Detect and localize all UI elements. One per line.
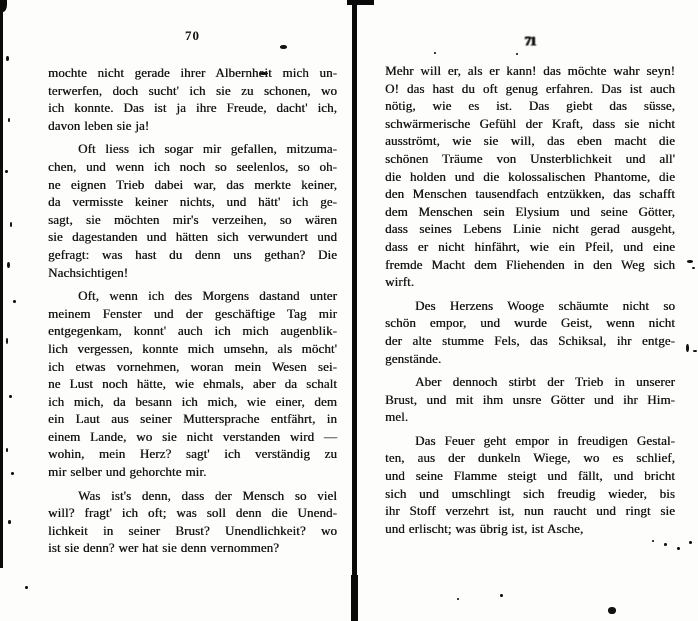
text-line: Brust, und mit ihm unsre Götter und ihr Him- bbox=[385, 391, 675, 407]
paragraph bbox=[48, 287, 337, 481]
text-line: und seine Flamme steigt und fällt, und bricht bbox=[385, 468, 675, 484]
scan-speck bbox=[5, 170, 8, 173]
text-line: ne eignen Trieb dabei war, das merkte keiner, bbox=[48, 176, 337, 192]
text-line: sie dagestanden und hätten sich verwundert und bbox=[48, 229, 337, 245]
text-line: ich mich, da besann ich mich, wie einer, dem bbox=[48, 393, 337, 409]
text-line: Das Feuer geht empor in freudigen Gestal- bbox=[415, 432, 675, 448]
text-line: fremde Macht dem Fliehenden in den Weg sich bbox=[385, 256, 675, 272]
scan-speck bbox=[10, 222, 12, 227]
scan-speck bbox=[8, 118, 10, 122]
scan-speck bbox=[652, 540, 654, 542]
page-right-body-text bbox=[385, 62, 675, 537]
scan-speck bbox=[7, 262, 10, 268]
text-line: terwerfen, doch sucht' ich sie zu schonen, wo bbox=[48, 82, 337, 98]
scan-speck bbox=[687, 260, 693, 263]
scan-speck bbox=[689, 541, 692, 544]
text-line: den Menschen tausendfach entzükken, das schafft bbox=[385, 186, 675, 202]
text-line: gefragt: was hast du denn uns gethan? Die bbox=[48, 246, 337, 262]
text-line: ihr Stoff verzehrt ist, nun raucht und ringt sie bbox=[385, 503, 675, 519]
book-gutter-top-cap bbox=[347, 0, 374, 5]
text-line: ich etwas vornehmen, woran mein Wesen sei- bbox=[48, 358, 337, 374]
text-line: ein Laut aus seiner Muttersprache entfährt, in bbox=[48, 411, 337, 427]
scan-speck bbox=[664, 543, 667, 546]
paragraph bbox=[48, 140, 337, 281]
text-line: wirft. bbox=[385, 274, 415, 290]
scan-speck bbox=[693, 350, 697, 352]
text-line: meinem Fenster und der geschäftige Tag mir bbox=[48, 305, 337, 321]
paragraph bbox=[385, 432, 675, 538]
book-gutter-bottom-segment bbox=[351, 575, 358, 621]
book-gutter-fold-line bbox=[352, 0, 357, 621]
text-line: schönen Träume von Unsterblichkeit und all' bbox=[385, 150, 675, 166]
scan-speck bbox=[25, 586, 28, 589]
text-line: wohin, mein Herz? sagt' ich verständig zu bbox=[48, 446, 337, 462]
text-line: Oft, wenn ich des Morgens dastand unter bbox=[78, 288, 337, 304]
text-line: da vermisste keiner nichts, und hätt' ich ge- bbox=[48, 194, 337, 210]
scan-speck bbox=[11, 472, 14, 475]
text-line: ten, aus der dunkeln Wiege, wo es schlief, bbox=[385, 450, 675, 466]
scan-speck bbox=[516, 53, 518, 55]
text-line: Aber dennoch stirbt der Trieb in unserer bbox=[415, 374, 675, 390]
text-line: mochte nicht gerade ihrer Albernheit mich un- bbox=[48, 65, 337, 80]
paragraph bbox=[48, 64, 337, 134]
text-line: ist sie denn? wer hat sie denn vernommen? bbox=[48, 540, 280, 556]
text-line: und erlischt; was übrig ist, ist Asche, bbox=[385, 520, 584, 536]
scan-speck bbox=[692, 267, 695, 269]
page-left-body-text bbox=[48, 64, 337, 557]
scan-speck bbox=[13, 300, 16, 303]
text-line: dem Menschen sein Elysium und seine Götter, bbox=[385, 203, 675, 219]
paragraph bbox=[385, 373, 675, 426]
text-line: sich und umschlingt sich freudig wieder, bis bbox=[385, 485, 675, 501]
scan-speck bbox=[686, 344, 689, 352]
scan-speck bbox=[608, 607, 616, 614]
scan-speck bbox=[280, 45, 287, 49]
paragraph bbox=[48, 487, 337, 557]
text-line: Was ist's denn, dass der Mensch so viel bbox=[78, 487, 337, 503]
text-line: chen, und wenn ich noch so seelenlos, so oh- bbox=[48, 158, 337, 174]
text-line: ausströmt, wie sie will, das eben macht die bbox=[385, 133, 675, 149]
scan-left-edge-shadow bbox=[0, 0, 3, 568]
text-line: einem Lande, wo sie nicht verstanden wird — bbox=[48, 428, 337, 444]
text-line: lichkeit in seiner Brust? Unendlichkeit? wo bbox=[48, 522, 337, 538]
text-line: dass seines Lebens Linie nicht gerad ausgeht, bbox=[385, 221, 675, 237]
text-line: dass er nicht hinfährt, wie ein Pfeil, und eine bbox=[385, 238, 675, 254]
page-number-right: 71 bbox=[524, 33, 536, 48]
scan-speck bbox=[457, 598, 459, 600]
scan-speck bbox=[677, 547, 680, 550]
text-line: die holden und die kolossalischen Phantome, die bbox=[385, 168, 675, 184]
text-line: nötig, wie es ist. Das giebt das süsse, bbox=[385, 98, 675, 114]
scan-speck bbox=[6, 56, 9, 61]
text-line: ich konnte. Das ist ja ihre Freude, dacht' ich, bbox=[48, 100, 337, 116]
text-line: will? fragt' ich oft; was soll denn die Unend- bbox=[48, 505, 337, 521]
text-line: Nachsichtigen! bbox=[48, 264, 129, 280]
text-line: Mehr will er, als er kann! das möchte wahr seyn! bbox=[385, 63, 675, 78]
text-line: O! das hast du oft genug erfahren. Das ist auch bbox=[385, 80, 675, 96]
scan-speck bbox=[6, 338, 8, 344]
scan-speck bbox=[6, 448, 8, 452]
scan-speck bbox=[8, 520, 11, 524]
text-line: sagt, sie möchten mir's verzeihen, so wären bbox=[48, 211, 337, 227]
text-line: mir selber und gehorchte mir. bbox=[48, 464, 207, 480]
text-line: schön empor, und wurde Geist, wenn nicht bbox=[385, 315, 675, 331]
text-line: ne Lust noch hätte, wie ehmals, aber da schalt bbox=[48, 376, 337, 392]
scan-speck bbox=[434, 52, 436, 54]
text-line: mel. bbox=[385, 409, 409, 425]
text-line: genstände. bbox=[385, 350, 442, 366]
text-line: entgegenkam, konnt' auch ich mich augenblik- bbox=[48, 323, 337, 339]
paragraph bbox=[385, 62, 675, 291]
scan-speck bbox=[9, 395, 12, 398]
text-line: Oft liess ich sogar mir gefallen, mitzuma- bbox=[78, 141, 337, 157]
text-line: der alte stumme Fels, das Schiksal, ihr entge- bbox=[385, 332, 675, 348]
text-line: davon leben sie ja! bbox=[48, 117, 150, 133]
text-line: Des Herzens Wooge schäumte nicht so bbox=[415, 297, 675, 313]
scan-corner-blob bbox=[0, 0, 7, 12]
scan-speck bbox=[500, 594, 503, 597]
page-number-left: 70 bbox=[185, 28, 200, 43]
paragraph bbox=[385, 297, 675, 367]
text-line: lich vergessen, konnte mich umsehn, als möcht' bbox=[48, 340, 337, 356]
text-line: schwärmerische Gefühl der Kraft, dass sie nicht bbox=[385, 115, 675, 131]
